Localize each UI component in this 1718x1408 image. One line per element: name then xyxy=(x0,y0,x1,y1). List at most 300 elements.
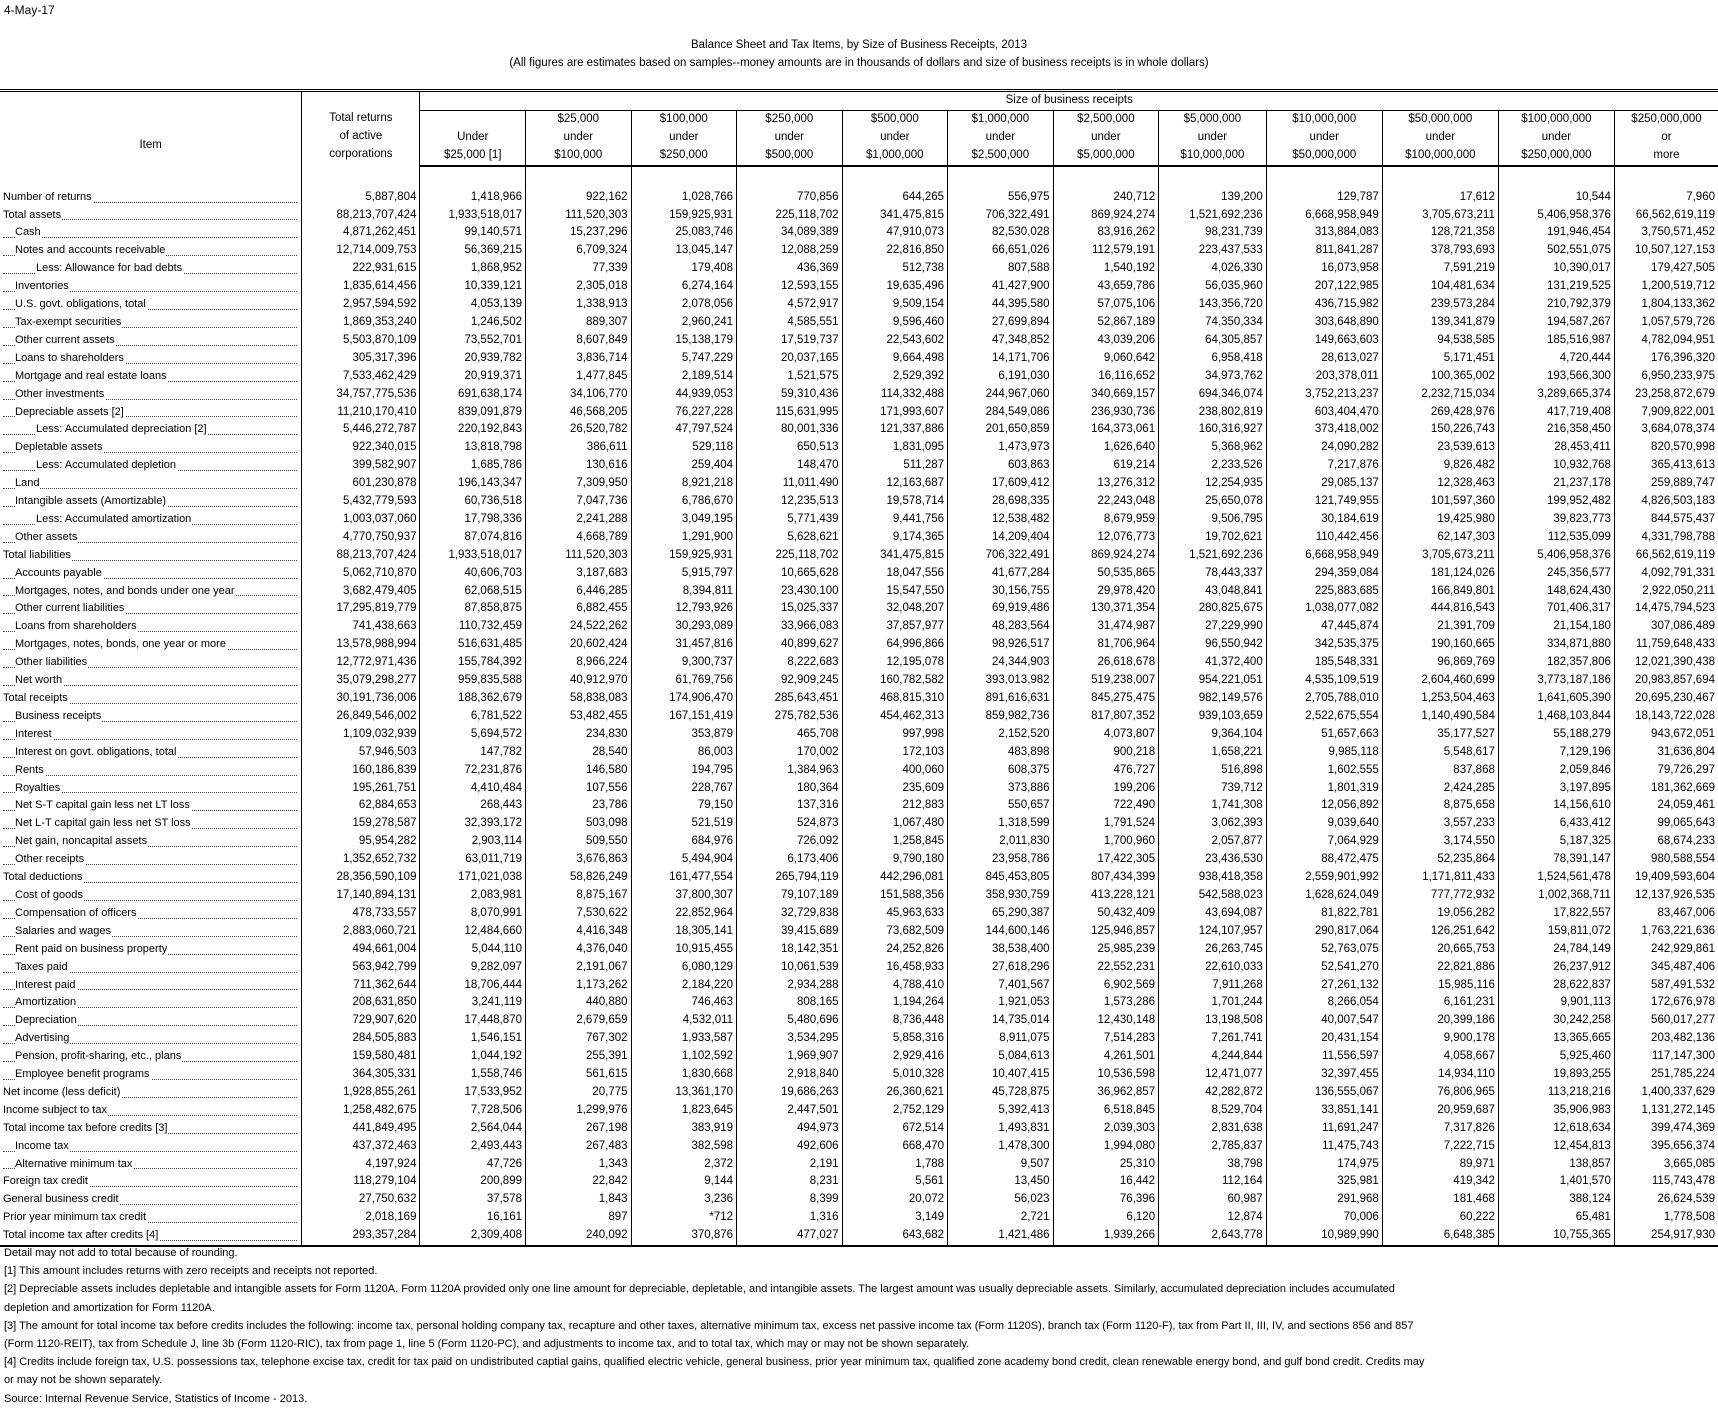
size-header-line: $500,000 xyxy=(870,112,919,125)
size-value-cell: 41,372,400 xyxy=(1159,654,1267,672)
size-value-cell: 388,124 xyxy=(1498,1191,1614,1209)
row-label: Total deductions xyxy=(3,871,83,884)
total-value-cell: 27,750,632 xyxy=(302,1191,420,1209)
size-value-cell: 529,118 xyxy=(631,439,737,457)
size-value-cell: 7,129,196 xyxy=(1498,744,1614,762)
size-value-cell: 1,384,963 xyxy=(737,762,843,780)
size-value-cell: 150,226,743 xyxy=(1382,421,1498,439)
size-value-cell: 193,566,300 xyxy=(1498,368,1614,386)
total-value-cell: 12,772,971,436 xyxy=(302,654,420,672)
size-value-cell: 3,705,673,211 xyxy=(1382,547,1498,565)
table-row xyxy=(0,1084,1718,1102)
size-value-cell: 9,174,365 xyxy=(842,529,948,547)
row-label: Total income tax before credits [3] xyxy=(3,1121,168,1134)
size-value-cell: 4,668,789 xyxy=(526,529,632,547)
size-value-cell: 3,705,673,211 xyxy=(1382,207,1498,225)
size-value-cell: 143,356,720 xyxy=(1159,296,1267,314)
size-value-cell: 5,368,962 xyxy=(1159,439,1267,457)
size-value-cell: 5,915,797 xyxy=(631,565,737,583)
size-value-cell: 77,339 xyxy=(526,260,632,278)
row-label: Mortgages, notes, and bonds under one year xyxy=(15,584,235,597)
row-label: Net L-T capital gain less net ST loss xyxy=(15,817,191,830)
size-value-cell: 47,445,874 xyxy=(1266,618,1382,636)
size-header-line: $10,000,000 xyxy=(1292,112,1357,125)
size-value-cell: 400,060 xyxy=(842,762,948,780)
size-value-cell: 454,462,313 xyxy=(842,708,948,726)
size-value-cell: 138,857 xyxy=(1498,1156,1614,1174)
size-value-cell: 30,242,258 xyxy=(1498,1012,1614,1030)
size-value-cell: 1,421,486 xyxy=(948,1227,1054,1246)
table-row xyxy=(0,744,1718,762)
size-value-cell: 2,189,514 xyxy=(631,368,737,386)
size-value-cell: 9,300,737 xyxy=(631,654,737,672)
size-value-cell: 3,750,571,452 xyxy=(1641,226,1715,239)
size-value-cell: 161,477,554 xyxy=(631,869,737,887)
size-value-cell: 27,618,296 xyxy=(948,959,1054,977)
size-value-cell: 370,876 xyxy=(631,1227,737,1246)
total-value-cell: 4,197,924 xyxy=(302,1156,420,1174)
size-value-cell: 9,900,178 xyxy=(1382,1030,1498,1048)
size-value-cell: 32,048,207 xyxy=(842,600,948,618)
size-value-cell: 383,919 xyxy=(631,1120,737,1138)
table-row xyxy=(0,529,1718,547)
size-value-cell: 9,790,180 xyxy=(842,851,948,869)
size-value-cell: 146,580 xyxy=(526,762,632,780)
size-value-cell: 20,983,857,694 xyxy=(1635,674,1715,687)
size-value-cell: 2,372 xyxy=(631,1156,737,1174)
size-value-cell: 37,578 xyxy=(420,1191,526,1209)
size-value-cell: 172,103 xyxy=(842,744,948,762)
size-value-cell: 174,975 xyxy=(1266,1156,1382,1174)
size-value-cell: 76,396 xyxy=(1053,1191,1159,1209)
row-label: Inventories xyxy=(15,280,69,293)
size-value-cell: 6,902,569 xyxy=(1053,977,1159,995)
size-value-cell: 2,643,778 xyxy=(1159,1227,1267,1246)
size-value-cell: 844,575,437 xyxy=(1651,512,1715,525)
row-label: Pension, profit-sharing, etc., plans xyxy=(15,1050,182,1063)
size-column-header xyxy=(631,110,737,165)
size-value-cell: 74,350,334 xyxy=(1159,314,1267,332)
size-value-cell: 9,901,113 xyxy=(1498,994,1614,1012)
size-value-cell: 38,798 xyxy=(1159,1156,1267,1174)
size-value-cell: 190,160,665 xyxy=(1382,636,1498,654)
size-value-cell: 23,430,100 xyxy=(737,583,843,601)
total-header-line: of active xyxy=(339,129,383,142)
size-value-cell: 17,822,557 xyxy=(1498,905,1614,923)
size-value-cell: 808,165 xyxy=(737,994,843,1012)
total-value-cell: 118,279,104 xyxy=(302,1173,420,1191)
size-value-cell: 99,065,643 xyxy=(1657,817,1715,830)
size-value-cell: 1,318,599 xyxy=(948,815,1054,833)
size-value-cell: 4,788,410 xyxy=(842,977,948,995)
size-value-cell: 12,254,935 xyxy=(1159,475,1267,493)
size-value-cell: 12,793,926 xyxy=(631,600,737,618)
item-column-header: Item xyxy=(0,91,302,166)
total-value-cell: 1,109,032,939 xyxy=(302,726,420,744)
total-value-cell: 35,079,298,277 xyxy=(302,672,420,690)
size-value-cell: 47,910,073 xyxy=(842,224,948,242)
size-value-cell: 17,422,305 xyxy=(1053,851,1159,869)
table-row xyxy=(0,600,1718,618)
size-value-cell: 82,530,028 xyxy=(948,224,1054,242)
size-value-cell: 395,656,374 xyxy=(1651,1139,1715,1152)
row-label-cell xyxy=(0,726,302,744)
row-label-cell xyxy=(0,1138,302,1156)
size-value-cell: 130,616 xyxy=(526,457,632,475)
size-value-cell: 5,858,316 xyxy=(842,1030,948,1048)
size-value-cell: 17,448,870 xyxy=(420,1012,526,1030)
total-value-cell: 284,505,883 xyxy=(302,1030,420,1048)
size-value-cell: 251,785,224 xyxy=(1651,1068,1715,1081)
size-value-cell: 1,291,900 xyxy=(631,529,737,547)
size-value-cell: 1,626,640 xyxy=(1053,439,1159,457)
size-value-cell: 2,922,050,211 xyxy=(1642,584,1715,597)
size-value-cell: 5,548,617 xyxy=(1382,744,1498,762)
size-header-line xyxy=(423,111,522,129)
size-header-line: under xyxy=(1197,130,1228,143)
size-value-cell: 6,668,958,949 xyxy=(1266,207,1382,225)
size-value-cell: 172,676,978 xyxy=(1651,996,1715,1009)
size-value-cell: 340,669,157 xyxy=(1053,386,1159,404)
row-label: Amortization xyxy=(15,996,77,1009)
size-value-cell: 4,585,551 xyxy=(737,314,843,332)
row-label-cell xyxy=(0,797,302,815)
table-row xyxy=(0,654,1718,672)
size-value-cell: 4,416,348 xyxy=(526,923,632,941)
table-row xyxy=(0,1156,1718,1174)
size-value-cell: 4,244,844 xyxy=(1159,1048,1267,1066)
size-value-cell: 20,399,186 xyxy=(1382,1012,1498,1030)
size-value-cell: 12,195,078 xyxy=(842,654,948,672)
size-value-cell: 87,074,816 xyxy=(420,529,526,547)
size-value-cell: 83,916,262 xyxy=(1053,224,1159,242)
size-value-cell: 1,685,786 xyxy=(420,457,526,475)
size-value-cell: 1,573,286 xyxy=(1053,994,1159,1012)
size-value-cell: 42,282,872 xyxy=(1159,1084,1267,1102)
size-value-cell: 643,682 xyxy=(842,1227,948,1246)
size-value-cell: 1,401,570 xyxy=(1498,1173,1614,1191)
size-value-cell: 3,684,078,374 xyxy=(1641,423,1715,436)
size-value-cell: 20,665,753 xyxy=(1382,941,1498,959)
size-value-cell: 468,815,310 xyxy=(842,690,948,708)
size-value-cell: 1,246,502 xyxy=(420,314,526,332)
table-body xyxy=(0,166,1718,1246)
size-value-cell: 80,001,336 xyxy=(737,421,843,439)
size-header-line: under xyxy=(774,130,804,143)
total-value-cell: 195,261,751 xyxy=(302,780,420,798)
row-label: Taxes paid xyxy=(15,960,68,973)
size-value-cell: 476,727 xyxy=(1053,762,1159,780)
size-header-line: Under xyxy=(457,130,489,143)
size-value-cell: 1,658,221 xyxy=(1159,744,1267,762)
size-value-cell: 1,140,490,584 xyxy=(1382,708,1498,726)
size-value-cell: 20,431,154 xyxy=(1266,1030,1382,1048)
size-value-cell: 24,784,149 xyxy=(1498,941,1614,959)
size-value-cell: 1,602,555 xyxy=(1266,762,1382,780)
size-value-cell: 7,591,219 xyxy=(1382,260,1498,278)
size-value-cell: 94,538,585 xyxy=(1382,332,1498,350)
size-value-cell: 14,209,404 xyxy=(948,529,1054,547)
table-row xyxy=(0,833,1718,851)
size-value-cell: 25,985,239 xyxy=(1053,941,1159,959)
size-value-cell: 5,010,328 xyxy=(842,1066,948,1084)
table-row xyxy=(0,565,1718,583)
size-value-cell: 60,987 xyxy=(1159,1191,1267,1209)
size-value-cell: 6,781,522 xyxy=(420,708,526,726)
size-value-cell: 2,039,303 xyxy=(1053,1120,1159,1138)
size-column-header xyxy=(1266,110,1382,165)
size-value-cell: 26,624,539 xyxy=(1657,1193,1715,1206)
row-label: Salaries and wages xyxy=(15,924,112,937)
size-value-cell: 358,930,759 xyxy=(948,887,1054,905)
size-value-cell: 13,045,147 xyxy=(631,242,737,260)
size-header-line: $2,500,000 xyxy=(971,148,1030,161)
size-value-cell: 521,519 xyxy=(631,815,737,833)
size-value-cell: 22,552,231 xyxy=(1053,959,1159,977)
size-value-cell: 19,578,714 xyxy=(842,493,948,511)
size-value-cell: 239,573,284 xyxy=(1382,296,1498,314)
size-value-cell: 502,551,075 xyxy=(1498,242,1614,260)
size-value-cell: 12,484,660 xyxy=(420,923,526,941)
size-value-cell: 43,039,206 xyxy=(1053,332,1159,350)
row-label-cell xyxy=(0,296,302,314)
size-value-cell: 12,076,773 xyxy=(1053,529,1159,547)
size-value-cell: *712 xyxy=(631,1209,737,1227)
size-value-cell: 3,676,863 xyxy=(526,851,632,869)
size-value-cell: 891,616,631 xyxy=(948,690,1054,708)
size-value-cell: 6,668,958,949 xyxy=(1266,547,1382,565)
total-value-cell: 4,770,750,937 xyxy=(302,529,420,547)
total-value-cell: 34,757,775,536 xyxy=(302,386,420,404)
size-value-cell: 2,011,830 xyxy=(948,833,1054,851)
row-label: Advertising xyxy=(15,1032,70,1045)
size-value-cell: 3,062,393 xyxy=(1159,815,1267,833)
row-label-cell xyxy=(0,672,302,690)
size-value-cell: 6,120 xyxy=(1053,1209,1159,1227)
row-label: Other assets xyxy=(15,530,78,543)
total-header-line: corporations xyxy=(329,147,393,160)
total-value-cell: 5,887,804 xyxy=(302,189,420,207)
size-value-cell: 9,826,482 xyxy=(1382,457,1498,475)
size-value-cell: 16,442 xyxy=(1053,1173,1159,1191)
size-value-cell: 50,535,865 xyxy=(1053,565,1159,583)
size-header-line: or xyxy=(1661,130,1672,143)
row-label: Interest xyxy=(15,727,52,740)
report-subtitle: (All figures are estimates based on samples--money amounts are in thousands of dollars and size of business receipts is in whole dollars) xyxy=(509,57,1209,69)
size-value-cell: 159,811,072 xyxy=(1498,923,1614,941)
size-value-cell: 238,802,819 xyxy=(1159,404,1267,422)
size-value-cell: 10,544 xyxy=(1498,189,1614,207)
table-row xyxy=(0,636,1718,654)
size-header-line: under xyxy=(1425,130,1456,143)
size-column-header xyxy=(1053,110,1159,165)
size-value-cell: 24,344,903 xyxy=(948,654,1054,672)
row-label-cell xyxy=(0,332,302,350)
size-value-cell: 2,705,788,010 xyxy=(1266,690,1382,708)
table-row xyxy=(0,1138,1718,1156)
size-value-cell: 194,795 xyxy=(631,762,737,780)
size-value-cell: 706,322,491 xyxy=(948,207,1054,225)
size-value-cell: 34,106,770 xyxy=(526,386,632,404)
size-value-cell: 29,085,137 xyxy=(1266,475,1382,493)
size-value-cell: 43,694,087 xyxy=(1159,905,1267,923)
row-label: Compensation of officers xyxy=(15,906,137,919)
size-value-cell: 81,706,964 xyxy=(1053,636,1159,654)
size-value-cell: 23,436,530 xyxy=(1159,851,1267,869)
row-label-cell xyxy=(0,887,302,905)
size-value-cell: 378,793,693 xyxy=(1382,242,1498,260)
size-value-cell: 225,118,702 xyxy=(737,547,843,565)
size-value-cell: 176,396,320 xyxy=(1651,351,1715,364)
row-label: Net worth xyxy=(15,674,63,687)
row-label-cell xyxy=(0,1048,302,1066)
row-label-cell xyxy=(0,708,302,726)
size-value-cell: 20,037,165 xyxy=(737,350,843,368)
size-value-cell: 342,535,375 xyxy=(1266,636,1382,654)
size-value-cell: 240,712 xyxy=(1053,189,1159,207)
size-value-cell: 32,729,838 xyxy=(737,905,843,923)
size-value-cell: 30,156,755 xyxy=(948,583,1054,601)
row-label-cell xyxy=(0,511,302,529)
table-row xyxy=(0,941,1718,959)
row-label: Rents xyxy=(15,763,44,776)
size-value-cell: 25,310 xyxy=(1053,1156,1159,1174)
size-value-cell: 6,274,164 xyxy=(631,278,737,296)
size-value-cell: 1,558,746 xyxy=(420,1066,526,1084)
size-value-cell: 897 xyxy=(526,1209,632,1227)
row-label-cell xyxy=(0,1191,302,1209)
size-value-cell: 56,035,960 xyxy=(1159,278,1267,296)
size-value-cell: 121,337,886 xyxy=(842,421,948,439)
size-value-cell: 1,921,053 xyxy=(948,994,1054,1012)
size-value-cell: 8,679,959 xyxy=(1053,511,1159,529)
size-value-cell: 691,638,174 xyxy=(420,386,526,404)
size-value-cell: 12,056,892 xyxy=(1266,797,1382,815)
size-value-cell: 182,357,806 xyxy=(1498,654,1614,672)
size-value-cell: 78,391,147 xyxy=(1498,851,1614,869)
size-value-cell: 1,701,244 xyxy=(1159,994,1267,1012)
size-value-cell: 223,437,533 xyxy=(1159,242,1267,260)
size-value-cell: 8,231 xyxy=(737,1173,843,1191)
size-value-cell: 2,785,837 xyxy=(1159,1138,1267,1156)
total-value-cell: 922,340,015 xyxy=(302,439,420,457)
size-value-cell: 3,241,119 xyxy=(420,994,526,1012)
size-value-cell: 436,369 xyxy=(737,260,843,278)
size-value-cell: 52,541,270 xyxy=(1266,959,1382,977)
size-value-cell: 245,356,577 xyxy=(1498,565,1614,583)
size-value-cell: 770,856 xyxy=(737,189,843,207)
size-value-cell: 40,899,627 xyxy=(737,636,843,654)
size-value-cell: 25,083,746 xyxy=(631,224,737,242)
size-value-cell: 181,468 xyxy=(1382,1191,1498,1209)
size-value-cell: 672,514 xyxy=(842,1120,948,1138)
row-label-cell xyxy=(0,977,302,995)
size-value-cell: 203,482,136 xyxy=(1651,1032,1715,1045)
row-label-cell xyxy=(0,457,302,475)
size-value-cell: 15,547,550 xyxy=(842,583,948,601)
total-value-cell: 563,942,799 xyxy=(302,959,420,977)
size-value-cell: 668,470 xyxy=(842,1138,948,1156)
size-value-cell: 96,869,769 xyxy=(1382,654,1498,672)
table-row xyxy=(0,977,1718,995)
size-value-cell: 7,064,929 xyxy=(1266,833,1382,851)
row-label-cell xyxy=(0,923,302,941)
footnote-line: or may not be shown separately. xyxy=(4,1374,163,1387)
size-value-cell: 81,822,781 xyxy=(1266,905,1382,923)
size-value-cell: 170,002 xyxy=(737,744,843,762)
total-value-cell: 2,957,594,592 xyxy=(302,296,420,314)
size-value-cell: 60,222 xyxy=(1382,1209,1498,1227)
size-value-cell: 542,588,023 xyxy=(1159,887,1267,905)
table-row xyxy=(0,350,1718,368)
footnote-line: depletion and amortization for Form 1120A. xyxy=(4,1301,215,1314)
row-label: Total assets xyxy=(3,208,62,221)
size-value-cell: 12,430,148 xyxy=(1053,1012,1159,1030)
row-label-cell xyxy=(0,994,302,1012)
row-label-cell xyxy=(0,905,302,923)
size-value-cell: 99,140,571 xyxy=(420,224,526,242)
total-value-cell: 2,018,169 xyxy=(302,1209,420,1227)
table-row xyxy=(0,797,1718,815)
size-value-cell: 386,611 xyxy=(526,439,632,457)
size-value-cell: 69,919,486 xyxy=(948,600,1054,618)
row-label: Other current liabilities xyxy=(15,602,125,615)
total-value-cell: 4,871,262,451 xyxy=(302,224,420,242)
size-value-cell: 267,198 xyxy=(526,1120,632,1138)
size-value-cell: 26,360,621 xyxy=(842,1084,948,1102)
size-value-cell: 236,930,736 xyxy=(1053,404,1159,422)
size-value-cell: 290,817,064 xyxy=(1266,923,1382,941)
footnote-line: (Form 1120-REIT), tax from Schedule J, line 3b (Form 1120-RIC), tax from page 1, line 5 (Form 1120-PC), and adjustments to income tax, and to total tax, which may or may not be shown separately. xyxy=(4,1338,970,1351)
size-value-cell: 137,316 xyxy=(737,797,843,815)
row-label-cell xyxy=(0,278,302,296)
size-header-line: more xyxy=(1653,148,1680,161)
size-value-cell: 2,083,981 xyxy=(420,887,526,905)
row-label: U.S. govt. obligations, total xyxy=(15,298,146,311)
size-value-cell: 235,609 xyxy=(842,780,948,798)
size-value-cell: 56,369,215 xyxy=(420,242,526,260)
size-value-cell: 1,628,624,049 xyxy=(1266,887,1382,905)
size-value-cell: 139,341,879 xyxy=(1382,314,1498,332)
size-value-cell: 174,906,470 xyxy=(631,690,737,708)
size-value-cell: 399,474,369 xyxy=(1651,1121,1715,1134)
table-row xyxy=(0,493,1718,511)
size-value-cell: 1,057,579,726 xyxy=(1641,315,1715,328)
footnote-line: Detail may not add to total because of rounding. xyxy=(4,1247,238,1259)
size-value-cell: 171,993,607 xyxy=(842,404,948,422)
table-row xyxy=(0,618,1718,636)
size-value-cell: 32,393,172 xyxy=(420,815,526,833)
table-row xyxy=(0,439,1718,457)
size-value-cell: 265,794,119 xyxy=(737,869,843,887)
row-label-cell xyxy=(0,833,302,851)
footnotes xyxy=(4,1244,1604,1408)
size-value-cell: 66,562,619,119 xyxy=(1635,208,1715,221)
size-value-cell: 14,735,014 xyxy=(948,1012,1054,1030)
size-header-line: $50,000,000 xyxy=(1292,148,1357,161)
size-value-cell: 516,631,485 xyxy=(420,636,526,654)
size-value-cell: 943,672,051 xyxy=(1651,727,1715,740)
size-value-cell: 2,934,288 xyxy=(737,977,843,995)
size-value-cell: 6,080,129 xyxy=(631,959,737,977)
size-value-cell: 34,089,389 xyxy=(737,224,843,242)
size-header-line: $5,000,000 xyxy=(1183,112,1242,125)
size-value-cell: 17,519,737 xyxy=(737,332,843,350)
size-value-cell: 2,929,416 xyxy=(842,1048,948,1066)
size-value-cell: 9,596,460 xyxy=(842,314,948,332)
size-value-cell: 1,478,300 xyxy=(948,1138,1054,1156)
size-value-cell: 5,925,460 xyxy=(1498,1048,1614,1066)
